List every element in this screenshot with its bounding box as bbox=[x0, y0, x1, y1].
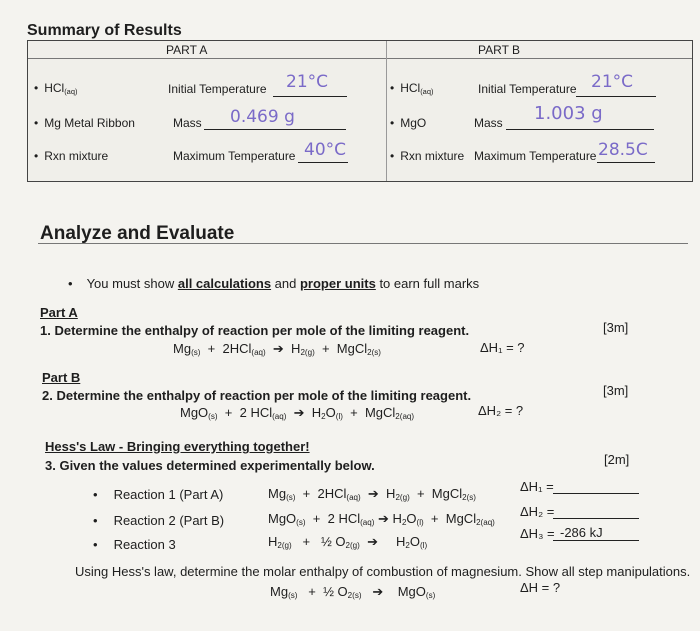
table-header-divider bbox=[28, 58, 692, 59]
answer-line bbox=[298, 162, 348, 163]
part-b-item-hcl: • HCl$_{(aq)}$ bbox=[390, 81, 433, 96]
answer-line bbox=[553, 540, 639, 541]
answer-line bbox=[204, 129, 346, 130]
part-a-initial-temp-label: Initial Temperature bbox=[168, 82, 267, 96]
results-table bbox=[27, 40, 693, 182]
part-b-label: Part B bbox=[42, 370, 81, 385]
reaction-3-equation: $H_{2(g)}$ + ½ $O_{2(g)}$ ➔ $H_2O_{(l)}$ bbox=[268, 534, 428, 550]
part-a-label: Part A bbox=[40, 305, 78, 320]
answer-line bbox=[576, 96, 656, 97]
answer-line bbox=[506, 129, 654, 130]
reaction-1-equation: $Mg_{(s)} + 2HCl_{(aq)}$ ➔ $H_{2(g)}$ + MgCl$_{2(s)}$ bbox=[268, 486, 476, 502]
reaction-2-equation: MgO$_{(s)}$ + 2 HCl$_{(aq)}$ ➔ $H_2O_{(l)}$ + MgCl$_{2(aq)}$ bbox=[268, 511, 495, 527]
question-1-marks: [3m] bbox=[603, 320, 629, 335]
answer-line bbox=[553, 493, 639, 494]
answer-line bbox=[597, 162, 655, 163]
question-2: 2. Determine the enthalpy of reaction per mole of the limiting reagent. bbox=[42, 388, 472, 403]
answer-line bbox=[553, 518, 639, 519]
reaction-1-dh: ΔH₁ = bbox=[520, 479, 554, 494]
part-b-max-temp-value: 28.5C bbox=[598, 140, 648, 160]
part-b-initial-temp-label: Initial Temperature bbox=[478, 82, 577, 96]
part-a-max-temp-value: 40°C bbox=[304, 140, 347, 160]
question-1: 1. Determine the enthalpy of reaction per mole of the limiting reagent. bbox=[40, 323, 470, 338]
part-b-initial-temp-value: 21°C bbox=[591, 72, 634, 92]
instruction: • You must show all calculations and proper units to earn full marks bbox=[68, 276, 480, 291]
part-b-header: PART B bbox=[478, 43, 521, 57]
part-b-max-temp-label: Maximum Temperature bbox=[474, 149, 597, 163]
hess-title: Hess's Law - Bringing everything together! bbox=[45, 439, 310, 454]
reaction-2-dh: ΔH₂ = bbox=[520, 504, 555, 519]
reaction-3-label: • Reaction 3 bbox=[93, 537, 176, 552]
reaction-3-dh: ΔH₃ = bbox=[520, 526, 555, 541]
part-a-item-hcl: • HCl$_{(aq)}$ bbox=[34, 81, 77, 96]
part-a-mass-value: 0.469 g bbox=[230, 107, 295, 127]
part-b-item-mgo: • MgO bbox=[390, 116, 426, 130]
equation-1: $Mg_{(s)} + 2HCl_{(aq)}$ ➔ $H_{2(g)}$ + MgCl$_{2(s)}$ bbox=[173, 341, 381, 357]
part-b-mass-label: Mass bbox=[474, 116, 503, 130]
reaction-2-label: • Reaction 2 (Part B) bbox=[93, 513, 225, 528]
final-equation: $Mg_{(s)}$ + ½ $O_{2(s)}$ ➔ MgO$_{(s)}$ bbox=[270, 584, 436, 600]
reaction-1-label: • Reaction 1 (Part A) bbox=[93, 487, 224, 502]
question-2-dh: ΔH₂ = ? bbox=[478, 403, 524, 418]
summary-title: Summary of Results bbox=[27, 22, 182, 39]
table-column-divider bbox=[386, 41, 387, 181]
final-dh: ΔH = ? bbox=[520, 580, 561, 595]
question-1-dh: ΔH₁ = ? bbox=[480, 340, 525, 355]
analyze-title: Analyze and Evaluate bbox=[40, 223, 235, 244]
question-2-marks: [3m] bbox=[603, 383, 629, 398]
answer-line bbox=[273, 96, 347, 97]
section-rule bbox=[38, 243, 688, 244]
part-a-item-mg: • Mg Metal Ribbon bbox=[34, 116, 135, 130]
part-b-mass-value: 1.003 g bbox=[534, 103, 603, 124]
question-3-marks: [2m] bbox=[604, 452, 630, 467]
part-a-max-temp-label: Maximum Temperature bbox=[173, 149, 296, 163]
reaction-3-value: -286 kJ bbox=[560, 525, 603, 540]
final-question: Using Hess's law, determine the molar enthalpy of combustion of magnesium. Show all step manipulations. bbox=[75, 564, 691, 579]
part-a-initial-temp-value: 21°C bbox=[286, 72, 329, 92]
equation-2: MgO$_{(s)}$ + 2 HCl$_{(aq)}$ ➔ $H_2O_{(l)}$ + MgCl$_{2(aq)}$ bbox=[180, 405, 415, 421]
part-a-item-rxn: • Rxn mixture bbox=[34, 149, 108, 163]
question-3: 3. Given the values determined experimentally below. bbox=[45, 458, 375, 473]
part-a-header: PART A bbox=[166, 43, 208, 57]
part-b-item-rxn: • Rxn mixture bbox=[390, 149, 464, 163]
part-a-mass-label: Mass bbox=[173, 116, 202, 130]
